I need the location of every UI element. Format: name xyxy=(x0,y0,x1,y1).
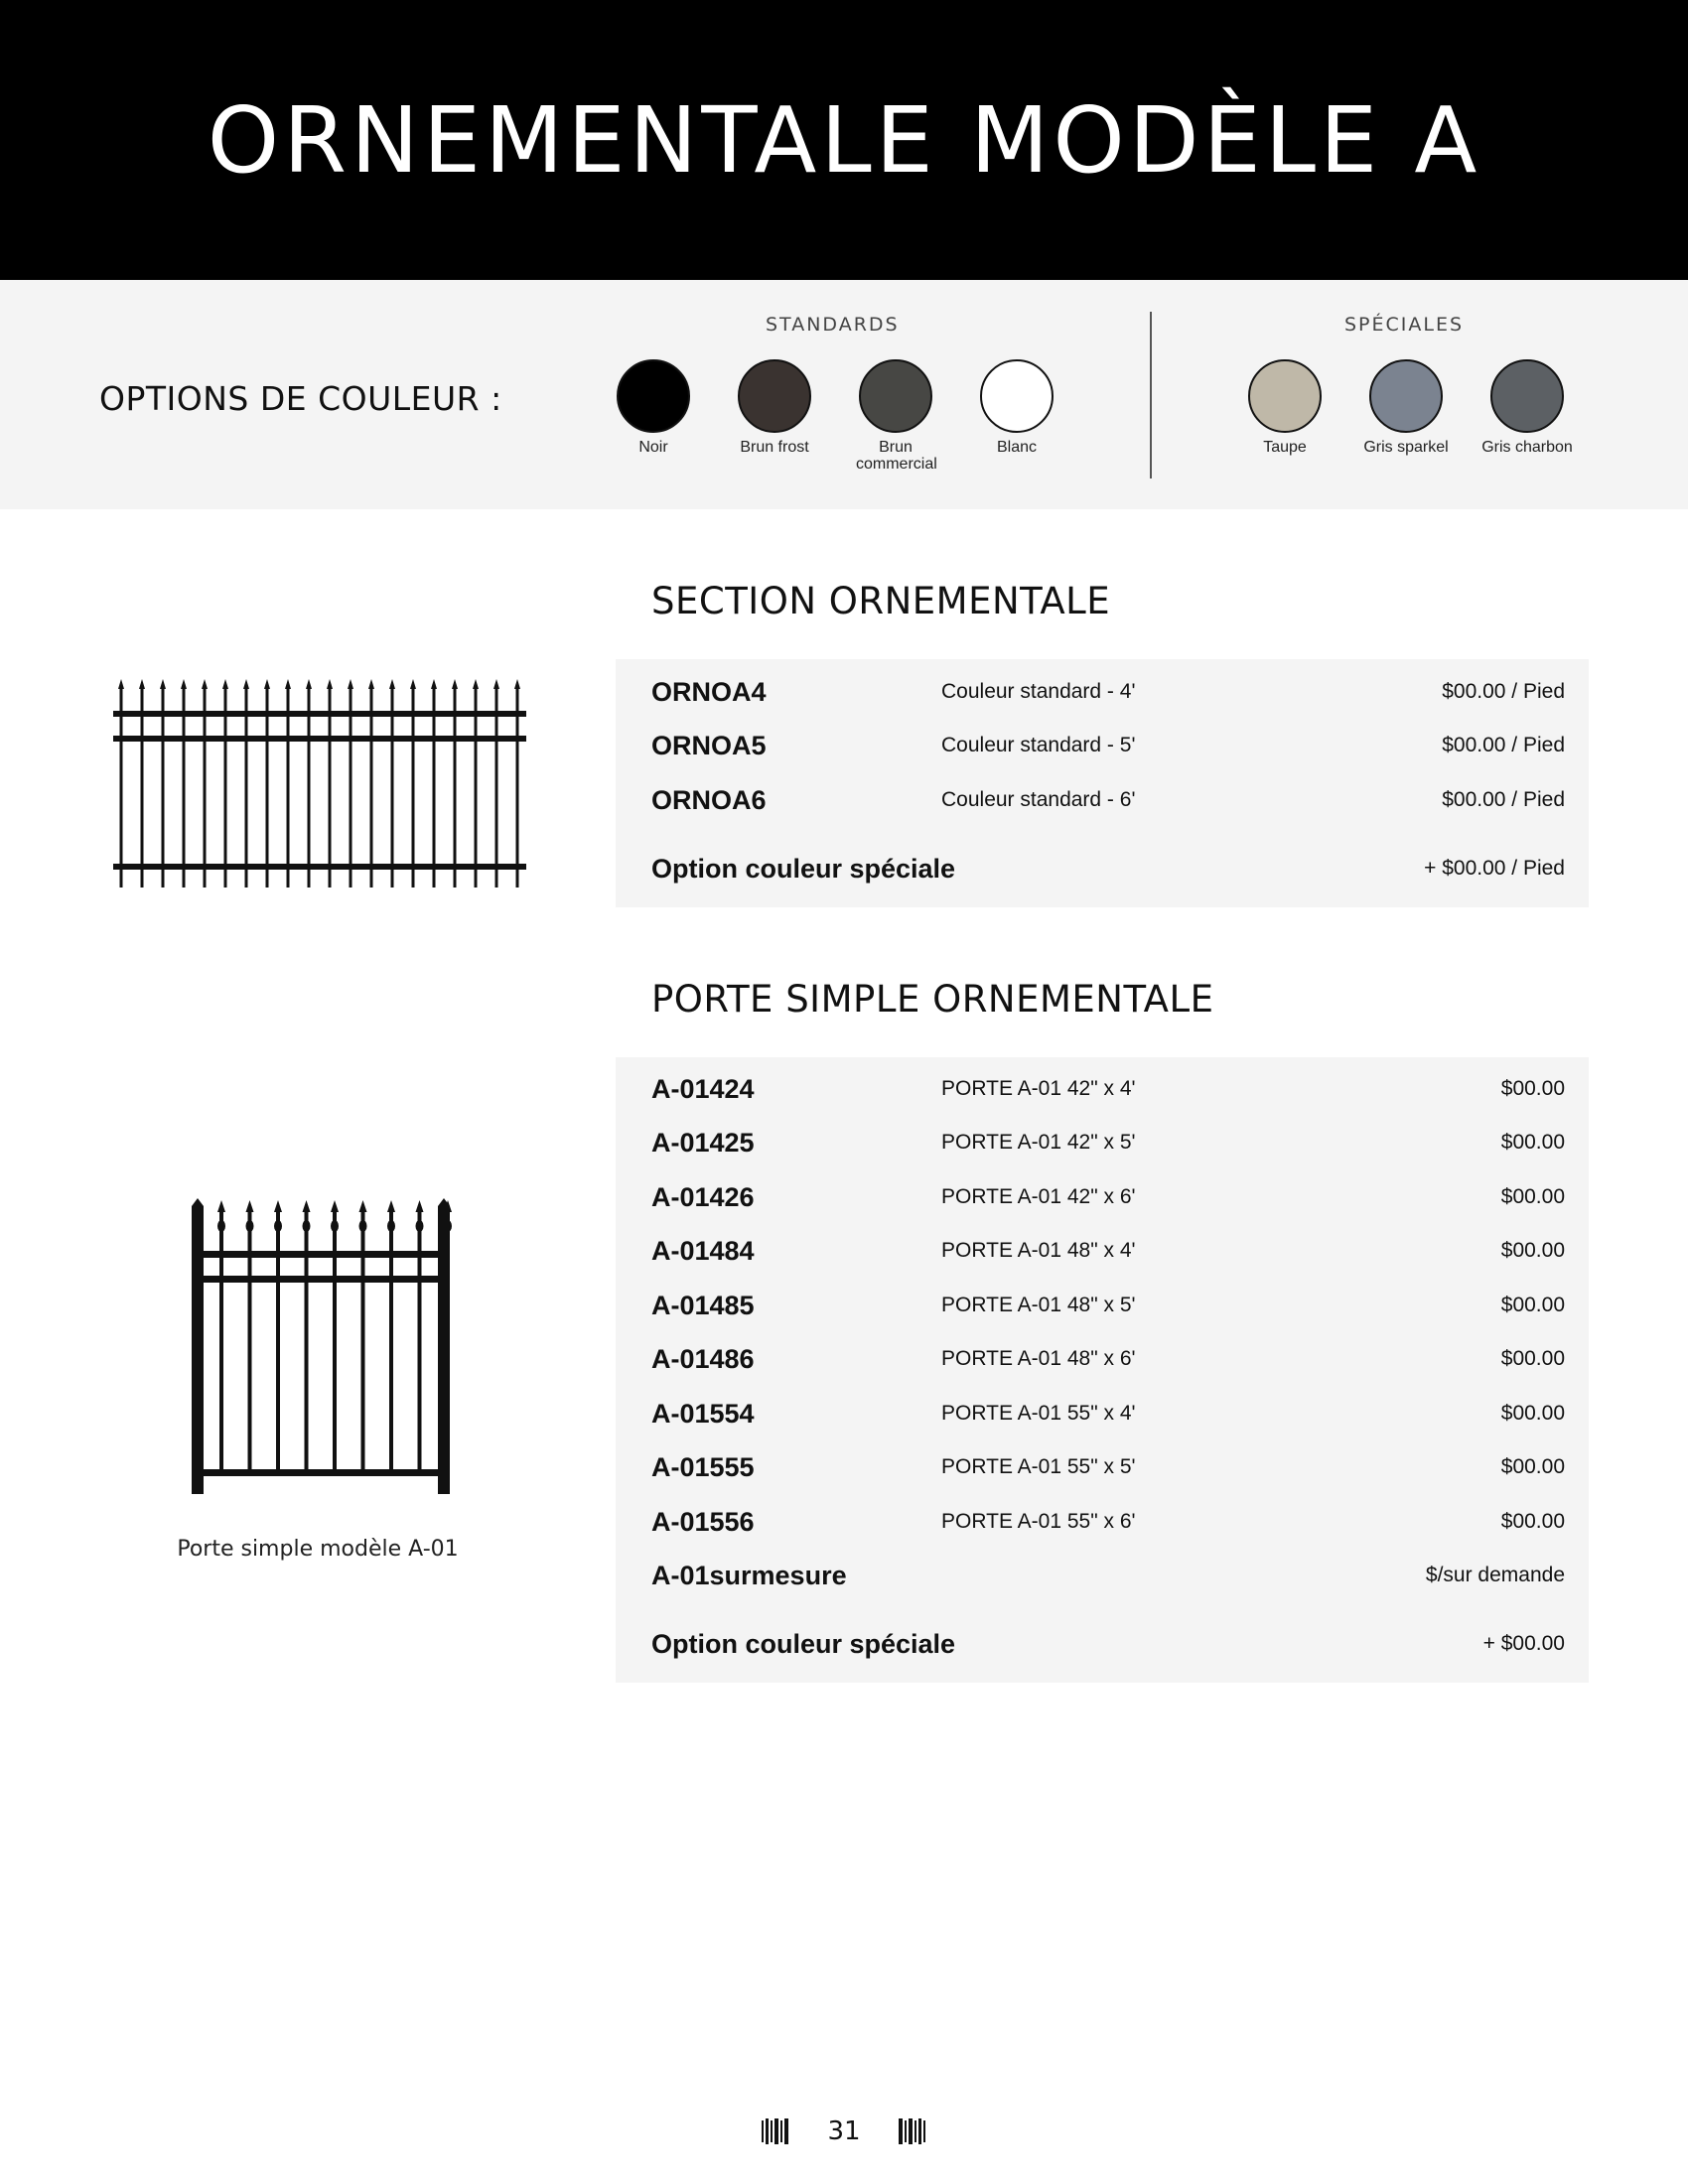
fence-picket xyxy=(308,687,311,887)
fence-section-illustration xyxy=(109,675,531,893)
fence-finial xyxy=(118,679,124,689)
fence-finial xyxy=(431,679,437,689)
barcode-icon xyxy=(899,2118,926,2144)
page-title: ORNEMENTALE MODÈLE A xyxy=(207,86,1481,194)
row-price: $00.00 xyxy=(1500,1131,1565,1154)
gate-caption: Porte simple modèle A-01 xyxy=(177,1537,459,1562)
table-row xyxy=(651,1123,1565,1162)
page-footer xyxy=(0,2116,1688,2146)
fence-finial xyxy=(493,679,499,689)
swatch-circle xyxy=(738,359,811,433)
gate-picket xyxy=(219,1210,223,1476)
swatch-name: Taupe xyxy=(1263,439,1307,456)
row-price: $00.00 xyxy=(1500,1185,1565,1208)
fence-picket xyxy=(475,687,478,887)
row-desc: PORTE A-01 55" x 5' xyxy=(941,1455,1136,1478)
fence-finial xyxy=(327,679,333,689)
row-price: $00.00 xyxy=(1500,1455,1565,1478)
gate-finial xyxy=(303,1200,311,1212)
row-desc: PORTE A-01 55" x 4' xyxy=(941,1402,1136,1425)
fence-picket xyxy=(120,687,123,887)
barcode-icon xyxy=(762,2118,789,2144)
row-desc: PORTE A-01 42" x 4' xyxy=(941,1077,1136,1100)
row-code: A-01484 xyxy=(651,1235,755,1266)
fence-picket xyxy=(350,687,352,887)
fence-finial xyxy=(410,679,416,689)
row-price: $00.00 xyxy=(1500,1347,1565,1370)
fence-finial xyxy=(368,679,374,689)
page-header xyxy=(0,0,1688,280)
fence-finial xyxy=(202,679,208,689)
fence-picket xyxy=(141,687,144,887)
fence-finial xyxy=(306,679,312,689)
gate-picket xyxy=(333,1210,337,1476)
color-options-bar xyxy=(0,280,1688,509)
option-price: + $00.00 / Pied xyxy=(1424,857,1565,880)
fence-picket xyxy=(204,687,207,887)
row-price: $00.00 / Pied xyxy=(1442,734,1565,756)
swatch-circle xyxy=(617,359,690,433)
fence-picket xyxy=(162,687,165,887)
swatch-circle xyxy=(1490,359,1564,433)
table-row xyxy=(651,1556,1565,1595)
fence-finial xyxy=(181,679,187,689)
gate-collar xyxy=(331,1220,339,1232)
swatch-name: Gris charbon xyxy=(1481,439,1573,456)
fence-finial xyxy=(473,679,479,689)
swatch-gris-charbon xyxy=(1467,359,1588,456)
row-price: $00.00 xyxy=(1500,1239,1565,1262)
row-code: ORNOA6 xyxy=(651,784,767,815)
gate-finial xyxy=(359,1200,367,1212)
gate-picket xyxy=(305,1210,309,1476)
swatch-brun-commercial xyxy=(835,359,956,473)
swatch-blanc xyxy=(956,359,1077,456)
gate-collar xyxy=(274,1220,282,1232)
porte-simple-title: PORTE SIMPLE ORNEMENTALE xyxy=(651,978,1214,1021)
gate-illustration xyxy=(184,1196,454,1499)
speciales-title: SPÉCIALES xyxy=(1344,314,1465,336)
row-code: A-01426 xyxy=(651,1181,755,1212)
row-code: A-01554 xyxy=(651,1398,755,1429)
row-price: $00.00 xyxy=(1500,1510,1565,1533)
table-row xyxy=(651,1447,1565,1487)
fence-picket xyxy=(412,687,415,887)
porte-price-table xyxy=(616,1057,1589,1683)
standards-title: STANDARDS xyxy=(766,314,900,336)
table-row xyxy=(651,1177,1565,1217)
row-price: $00.00 / Pied xyxy=(1442,680,1565,703)
color-group-divider xyxy=(1150,312,1152,478)
fence-finial xyxy=(264,679,270,689)
row-desc: Couleur standard - 6' xyxy=(941,788,1136,811)
fence-picket xyxy=(391,687,394,887)
fence-finial xyxy=(285,679,291,689)
option-label: Option couleur spéciale xyxy=(651,1628,956,1659)
swatch-circle xyxy=(1248,359,1322,433)
fence-picket xyxy=(495,687,498,887)
gate-finial xyxy=(387,1200,395,1212)
table-row xyxy=(651,1286,1565,1325)
row-desc: PORTE A-01 42" x 5' xyxy=(941,1131,1136,1154)
page-number: 31 xyxy=(827,2116,861,2146)
swatch-name: Noir xyxy=(638,439,668,456)
row-price: $00.00 xyxy=(1500,1077,1565,1100)
swatch-name: Blanc xyxy=(996,439,1038,456)
table-row xyxy=(651,1394,1565,1433)
gate-finial xyxy=(274,1200,282,1212)
gate-finial xyxy=(331,1200,339,1212)
row-desc: PORTE A-01 48" x 5' xyxy=(941,1294,1136,1316)
swatch-circle xyxy=(980,359,1054,433)
table-row xyxy=(651,1502,1565,1542)
row-code: A-01424 xyxy=(651,1073,755,1104)
fence-picket xyxy=(454,687,457,887)
swatch-taupe xyxy=(1224,359,1345,456)
row-desc: Couleur standard - 5' xyxy=(941,734,1136,756)
swatch-name: Brun commercial xyxy=(856,439,937,473)
gate-collar xyxy=(246,1220,254,1232)
table-row xyxy=(651,780,1565,820)
gate-picket xyxy=(418,1210,422,1476)
row-code: A-01486 xyxy=(651,1343,755,1374)
fence-picket xyxy=(266,687,269,887)
fence-finial xyxy=(348,679,353,689)
option-row xyxy=(651,1624,1565,1664)
gate-collar xyxy=(387,1220,395,1232)
gate-collar xyxy=(416,1220,424,1232)
table-row xyxy=(651,1231,1565,1271)
fence-picket xyxy=(183,687,186,887)
fence-finial xyxy=(139,679,145,689)
row-desc: PORTE A-01 55" x 6' xyxy=(941,1510,1136,1533)
gate-finial xyxy=(416,1200,424,1212)
table-row xyxy=(651,726,1565,765)
swatch-brun-frost xyxy=(714,359,835,456)
fence-finial xyxy=(514,679,520,689)
gate-collar xyxy=(303,1220,311,1232)
fence-finial xyxy=(222,679,228,689)
swatch-name: Brun frost xyxy=(740,439,809,456)
row-code: A-01485 xyxy=(651,1290,755,1320)
row-desc: PORTE A-01 48" x 6' xyxy=(941,1347,1136,1370)
table-row xyxy=(651,672,1565,712)
gate-picket xyxy=(389,1210,393,1476)
row-price: $/sur demande xyxy=(1425,1564,1565,1586)
fence-picket xyxy=(224,687,227,887)
row-price: $00.00 xyxy=(1500,1294,1565,1316)
row-price: $00.00 / Pied xyxy=(1442,788,1565,811)
color-options-label: OPTIONS DE COULEUR : xyxy=(99,379,502,418)
gate-collar xyxy=(359,1220,367,1232)
row-price: $00.00 xyxy=(1500,1402,1565,1425)
fence-picket xyxy=(516,687,519,887)
gate-collar xyxy=(217,1220,225,1232)
section-ornementale-title: SECTION ORNEMENTALE xyxy=(651,580,1111,622)
fence-finial xyxy=(243,679,249,689)
row-code: A-01surmesure xyxy=(651,1560,847,1590)
fence-picket xyxy=(433,687,436,887)
swatch-gris-sparkel xyxy=(1345,359,1467,456)
row-code: A-01425 xyxy=(651,1127,755,1158)
row-desc: PORTE A-01 48" x 4' xyxy=(941,1239,1136,1262)
gate-picket xyxy=(361,1210,365,1476)
fence-finial xyxy=(389,679,395,689)
gate-finial xyxy=(217,1200,225,1212)
table-row xyxy=(651,1069,1565,1109)
swatch-name: Gris sparkel xyxy=(1363,439,1449,456)
section-price-table xyxy=(616,659,1589,907)
fence-picket xyxy=(287,687,290,887)
option-row xyxy=(651,849,1565,888)
fence-picket xyxy=(329,687,332,887)
table-row xyxy=(651,1339,1565,1379)
gate-picket xyxy=(248,1210,252,1476)
fence-picket xyxy=(245,687,248,887)
fence-picket xyxy=(370,687,373,887)
option-label: Option couleur spéciale xyxy=(651,853,956,884)
gate-picket xyxy=(276,1210,280,1476)
swatch-circle xyxy=(1369,359,1443,433)
row-code: A-01555 xyxy=(651,1451,755,1482)
option-price: + $00.00 xyxy=(1482,1632,1565,1655)
gate-finial xyxy=(246,1200,254,1212)
swatch-circle xyxy=(859,359,932,433)
row-code: A-01556 xyxy=(651,1506,755,1537)
row-desc: Couleur standard - 4' xyxy=(941,680,1136,703)
swatch-noir xyxy=(593,359,714,456)
row-desc: PORTE A-01 42" x 6' xyxy=(941,1185,1136,1208)
row-code: ORNOA4 xyxy=(651,676,767,707)
fence-finial xyxy=(452,679,458,689)
row-code: ORNOA5 xyxy=(651,730,767,760)
fence-finial xyxy=(160,679,166,689)
